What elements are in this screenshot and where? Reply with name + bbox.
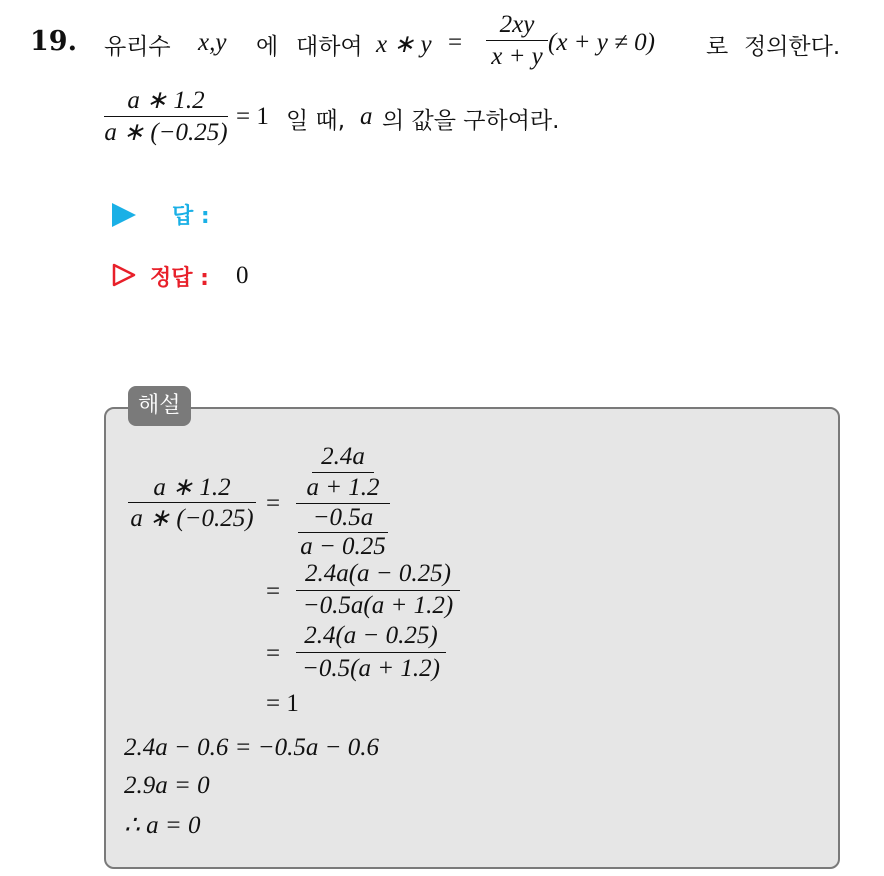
cond-numerator: a ∗ 1.2 [127, 87, 205, 114]
question-text-e: 에 [256, 34, 279, 60]
question-text-tail: 의 값을 구하여라. [382, 108, 560, 134]
question-eq-one: = 1 [236, 103, 269, 130]
solution-eq-2: = [266, 578, 281, 605]
sol-lhs-numerator: a ∗ 1.2 [153, 474, 231, 501]
question-op-lhs: x ∗ y [376, 31, 432, 58]
cf-bottom-fraction [298, 504, 388, 560]
solution-tag: 해설 [128, 386, 191, 426]
step2-denominator: −0.5a(a + 1.2) [302, 592, 454, 619]
solution-line-b: 2.9a = 0 [124, 772, 210, 799]
cf-bottom-denominator: a − 0.25 [300, 533, 386, 560]
question-text-intro: 유리수 [104, 34, 171, 60]
question-text-define: 정의한다. [744, 34, 841, 60]
cond-denominator: a ∗ (−0.25) [104, 119, 228, 146]
question-condition: (x + y ≠ 0) [548, 29, 655, 56]
solution-lhs-fraction [128, 474, 256, 535]
question-equals: = [448, 29, 463, 56]
step3-numerator: 2.4(a − 0.25) [304, 622, 438, 649]
solution-line-a: 2.4a − 0.6 = −0.5a − 0.6 [124, 734, 379, 761]
correct-answer-label: 정답 : [150, 266, 209, 291]
question-definition-fraction [486, 10, 548, 73]
solution-eq-1: = [266, 490, 281, 517]
def-numerator: 2xy [499, 11, 535, 38]
question-text-il-ttae: 일 때, [286, 108, 346, 134]
question-var-a: a [360, 103, 373, 130]
question-vars: x,y [198, 29, 227, 56]
answer-play-icon [112, 203, 136, 227]
solution-line-c: ∴ a = 0 [124, 812, 201, 839]
step3-denominator: −0.5(a + 1.2) [302, 655, 440, 682]
cf-bottom-numerator: −0.5a [312, 504, 374, 531]
question-condition-fraction [104, 86, 228, 149]
solution-step3-fraction [296, 620, 446, 685]
cf-top-numerator: 2.4a [321, 443, 365, 470]
cf-top-fraction [300, 442, 386, 503]
question-text-daehayeo: 대하여 [296, 34, 363, 60]
question-number: 19. [30, 26, 77, 57]
correct-answer-play-outline-icon [112, 263, 136, 287]
solution-step2-fraction [296, 558, 460, 621]
step2-numerator: 2.4a(a − 0.25) [304, 560, 452, 587]
solution-eq-3: = [266, 640, 281, 667]
answer-label: 답 : [172, 204, 210, 229]
solution-complex-fraction [296, 442, 390, 560]
def-denominator: x + y [491, 43, 543, 70]
question-text-ro: 로 [706, 34, 729, 60]
sol-lhs-denominator: a ∗ (−0.25) [130, 505, 254, 532]
solution-step4: = 1 [266, 690, 299, 717]
correct-answer-value: 0 [236, 262, 249, 289]
cf-top-denominator: a + 1.2 [306, 474, 380, 501]
